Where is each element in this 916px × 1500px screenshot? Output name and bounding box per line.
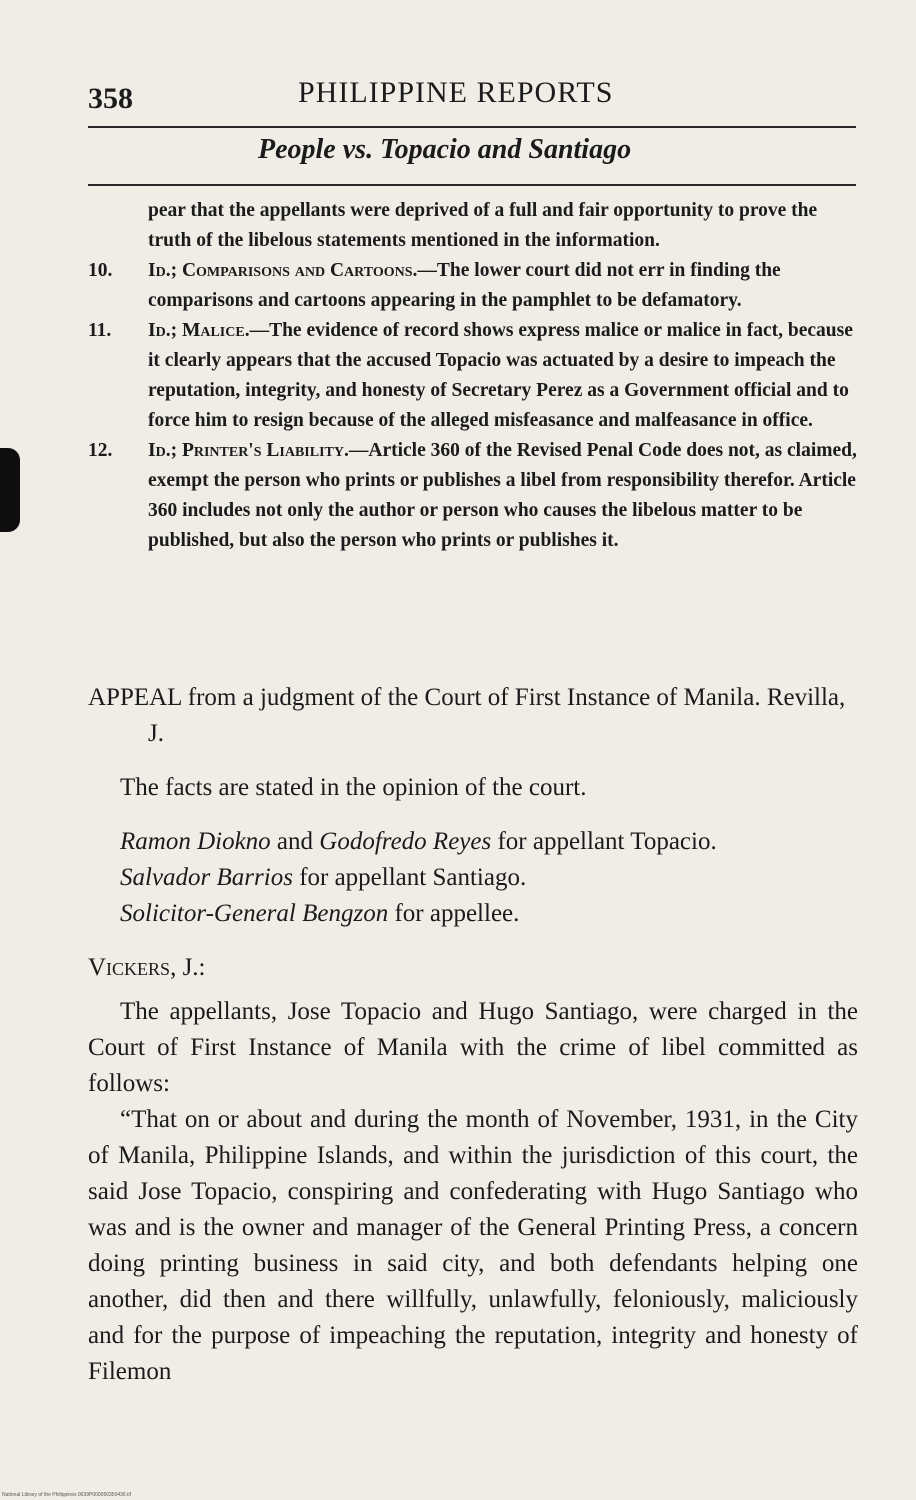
- case-title: People vs. Topacio and Santiago: [258, 134, 632, 165]
- counsel-line: [88, 824, 858, 860]
- syllabus: [88, 196, 858, 556]
- counsel-name: Ramon Diokno: [120, 828, 271, 855]
- counsel-role: for appellee.: [388, 900, 520, 927]
- counsel-role: for appellant Santiago.: [292, 864, 527, 891]
- syllabus-item-heading: Id.; Malice.: [148, 320, 250, 341]
- syllabus-item-number: 11.: [88, 320, 112, 341]
- page-number: 358: [88, 82, 133, 115]
- syllabus-item-text: —The lower court did not err in finding the comparisons and cartoons appearing in the pamphlet to be defamatory.: [148, 260, 781, 311]
- ponente: Vickers, J.:: [88, 954, 206, 981]
- opinion-paragraph: The appellants, Jose Topacio and Hugo Santiago, were charged in the Court of First Instance of Manila with the crime of libel committed as follows:: [88, 998, 858, 1097]
- scan-source-footer: National Library of the Philippines 0039P000050350436.tif: [2, 1492, 131, 1498]
- syllabus-item: [88, 316, 858, 436]
- counsel-joiner: and: [270, 828, 320, 855]
- appeal-line: APPEAL from a judgment of the Court of First Instance of Manila. Revilla, J.: [88, 684, 846, 747]
- syllabus-item-heading: Id.; Comparisons and Cartoons.: [148, 260, 418, 281]
- syllabus-item-number: 10.: [88, 260, 113, 281]
- syllabus-item-text: —Article 360 of the Revised Penal Code does not, as claimed, exempt the person who prints or publishes a libel from responsibility therefor. Article 360 includes not only the author or person who causes the libelous matter to be published, but also the person who prints or publishes it.: [148, 440, 857, 551]
- syllabus-item-heading: Id.; Printer's Liability.: [148, 440, 349, 461]
- counsel-name: Godofredo Reyes: [319, 828, 492, 855]
- scan-edge-blot: [0, 448, 20, 532]
- syllabus-item-text: —The evidence of record shows express malice or malice in fact, because it clearly appears that the accused Topacio was actuated by a desire to impeach the reputation, integrity, and honesty of Secretary Perez as a Government official and to force him to resign because of the alleged misfeasance and malfeasance in office.: [148, 320, 853, 431]
- header-rule: [88, 126, 856, 128]
- counsel-name: Solicitor-General Bengzon: [120, 900, 389, 927]
- running-title: PHILIPPINE REPORTS: [298, 76, 614, 109]
- quoted-information: “That on or about and during the month of November, 1931, in the City of Manila, Philippine Islands, and within the jurisdiction of this court, the said Jose Topacio, conspiring and confederating with Hugo Santiago who was and is the owner and manager of the General Printing Press, a concern doing printing business in said city, and both defendants helping one another, did then and there willfully, unlawfully, feloniously, maliciously and for the purpose of impeaching the reputation, integrity and honesty of Filemon: [88, 1106, 858, 1385]
- counsel-name: Salvador Barrios: [120, 864, 293, 891]
- syllabus-continuation: pear that the appellants were deprived of a full and fair opportunity to prove the truth of the libelous statements mentioned in the information.: [148, 200, 818, 251]
- opinion-body: [88, 680, 858, 1390]
- counsel-line: [120, 896, 858, 932]
- facts-line: The facts are stated in the opinion of the court.: [120, 774, 587, 801]
- counsel-line: [120, 860, 858, 896]
- syllabus-item-number: 12.: [88, 440, 113, 461]
- syllabus-item: [88, 256, 858, 316]
- syllabus-item: [88, 436, 858, 556]
- counsel-role: for appellant Topacio.: [491, 828, 717, 855]
- header-rule-lower: [88, 184, 856, 186]
